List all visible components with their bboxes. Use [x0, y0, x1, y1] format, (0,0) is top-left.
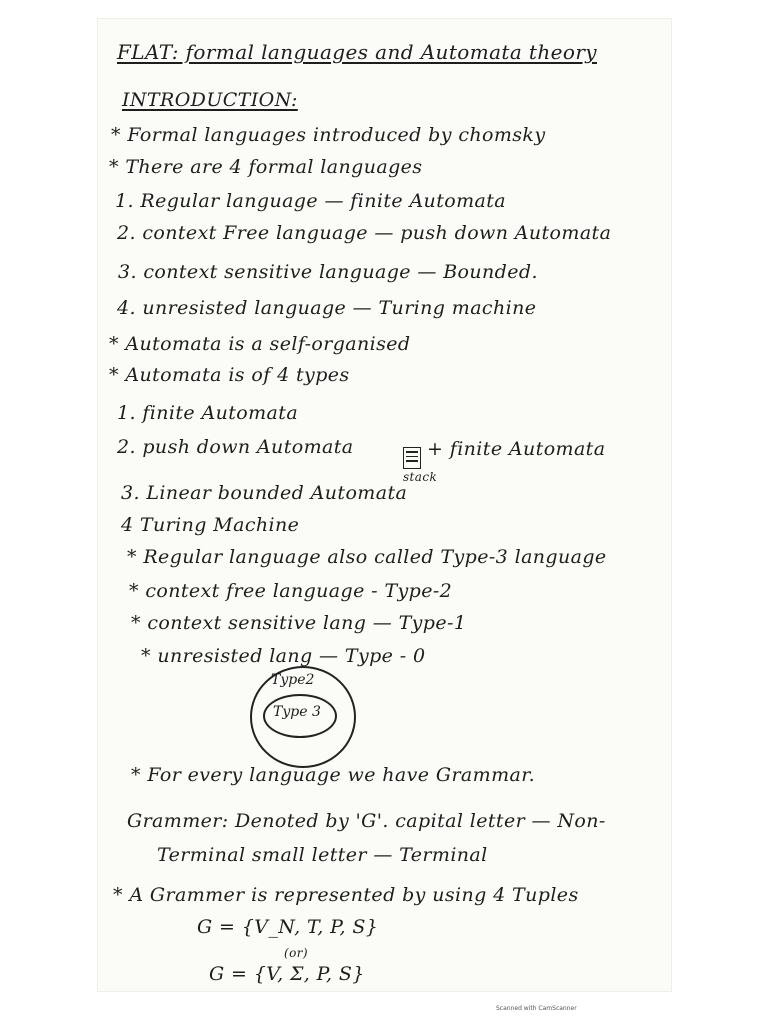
- note-line-10b: + finite Automata: [427, 438, 606, 460]
- note-line-19: Terminal small letter — Terminal: [157, 844, 488, 866]
- note-line-9: 1. finite Automata: [117, 402, 299, 424]
- title-text: FLAT: formal languages and Automata theory: [117, 40, 597, 64]
- note-line-20: * A Grammer is represented by using 4 Tuples: [113, 884, 579, 906]
- page-title: [117, 40, 597, 64]
- note-line-14: * context free language - Type-2: [129, 580, 453, 602]
- section-heading: INTRODUCTION:: [122, 89, 298, 111]
- note-line-15: * context sensitive lang — Type-1: [131, 612, 467, 634]
- note-line-6: 4. unresisted language — Turing machine: [117, 297, 537, 319]
- note-line-16: * unresisted lang — Type - 0: [141, 645, 426, 667]
- note-line-18: Grammer: Denoted by 'G'. capital letter — Non-: [127, 810, 606, 832]
- stack-icon: [403, 447, 421, 469]
- note-line-5: 3. context sensitive language — Bounded.: [118, 261, 538, 283]
- grammar-tuple-2: G = {V, Σ, P, S}: [209, 963, 365, 985]
- type2-label: Type2: [271, 672, 315, 688]
- note-line-7: * Automata is a self-organised: [109, 333, 411, 355]
- note-line-4: 2. context Free language — push down Automata: [117, 222, 612, 244]
- note-line-1: * Formal languages introduced by chomsky: [111, 124, 546, 146]
- stack-label: stack: [403, 470, 438, 484]
- type3-label: Type 3: [273, 704, 321, 720]
- note-line-2: * There are 4 formal languages: [109, 156, 423, 178]
- note-line-17: * For every language we have Grammar.: [131, 764, 536, 786]
- grammar-tuple-1: G = {V_N, T, P, S}: [197, 916, 379, 938]
- note-line-8: * Automata is of 4 types: [109, 364, 350, 386]
- note-line-12: 4 Turing Machine: [121, 514, 300, 536]
- or-label: (or): [284, 946, 308, 960]
- notebook-page: [97, 18, 672, 992]
- scanner-watermark: Scanned with CamScanner: [496, 1005, 577, 1012]
- note-line-13: * Regular language also called Type-3 language: [127, 546, 607, 568]
- note-line-10: 2. push down Automata: [117, 436, 354, 458]
- note-line-11: 3. Linear bounded Automata: [121, 482, 408, 504]
- note-line-3: 1. Regular language — finite Automata: [115, 190, 506, 212]
